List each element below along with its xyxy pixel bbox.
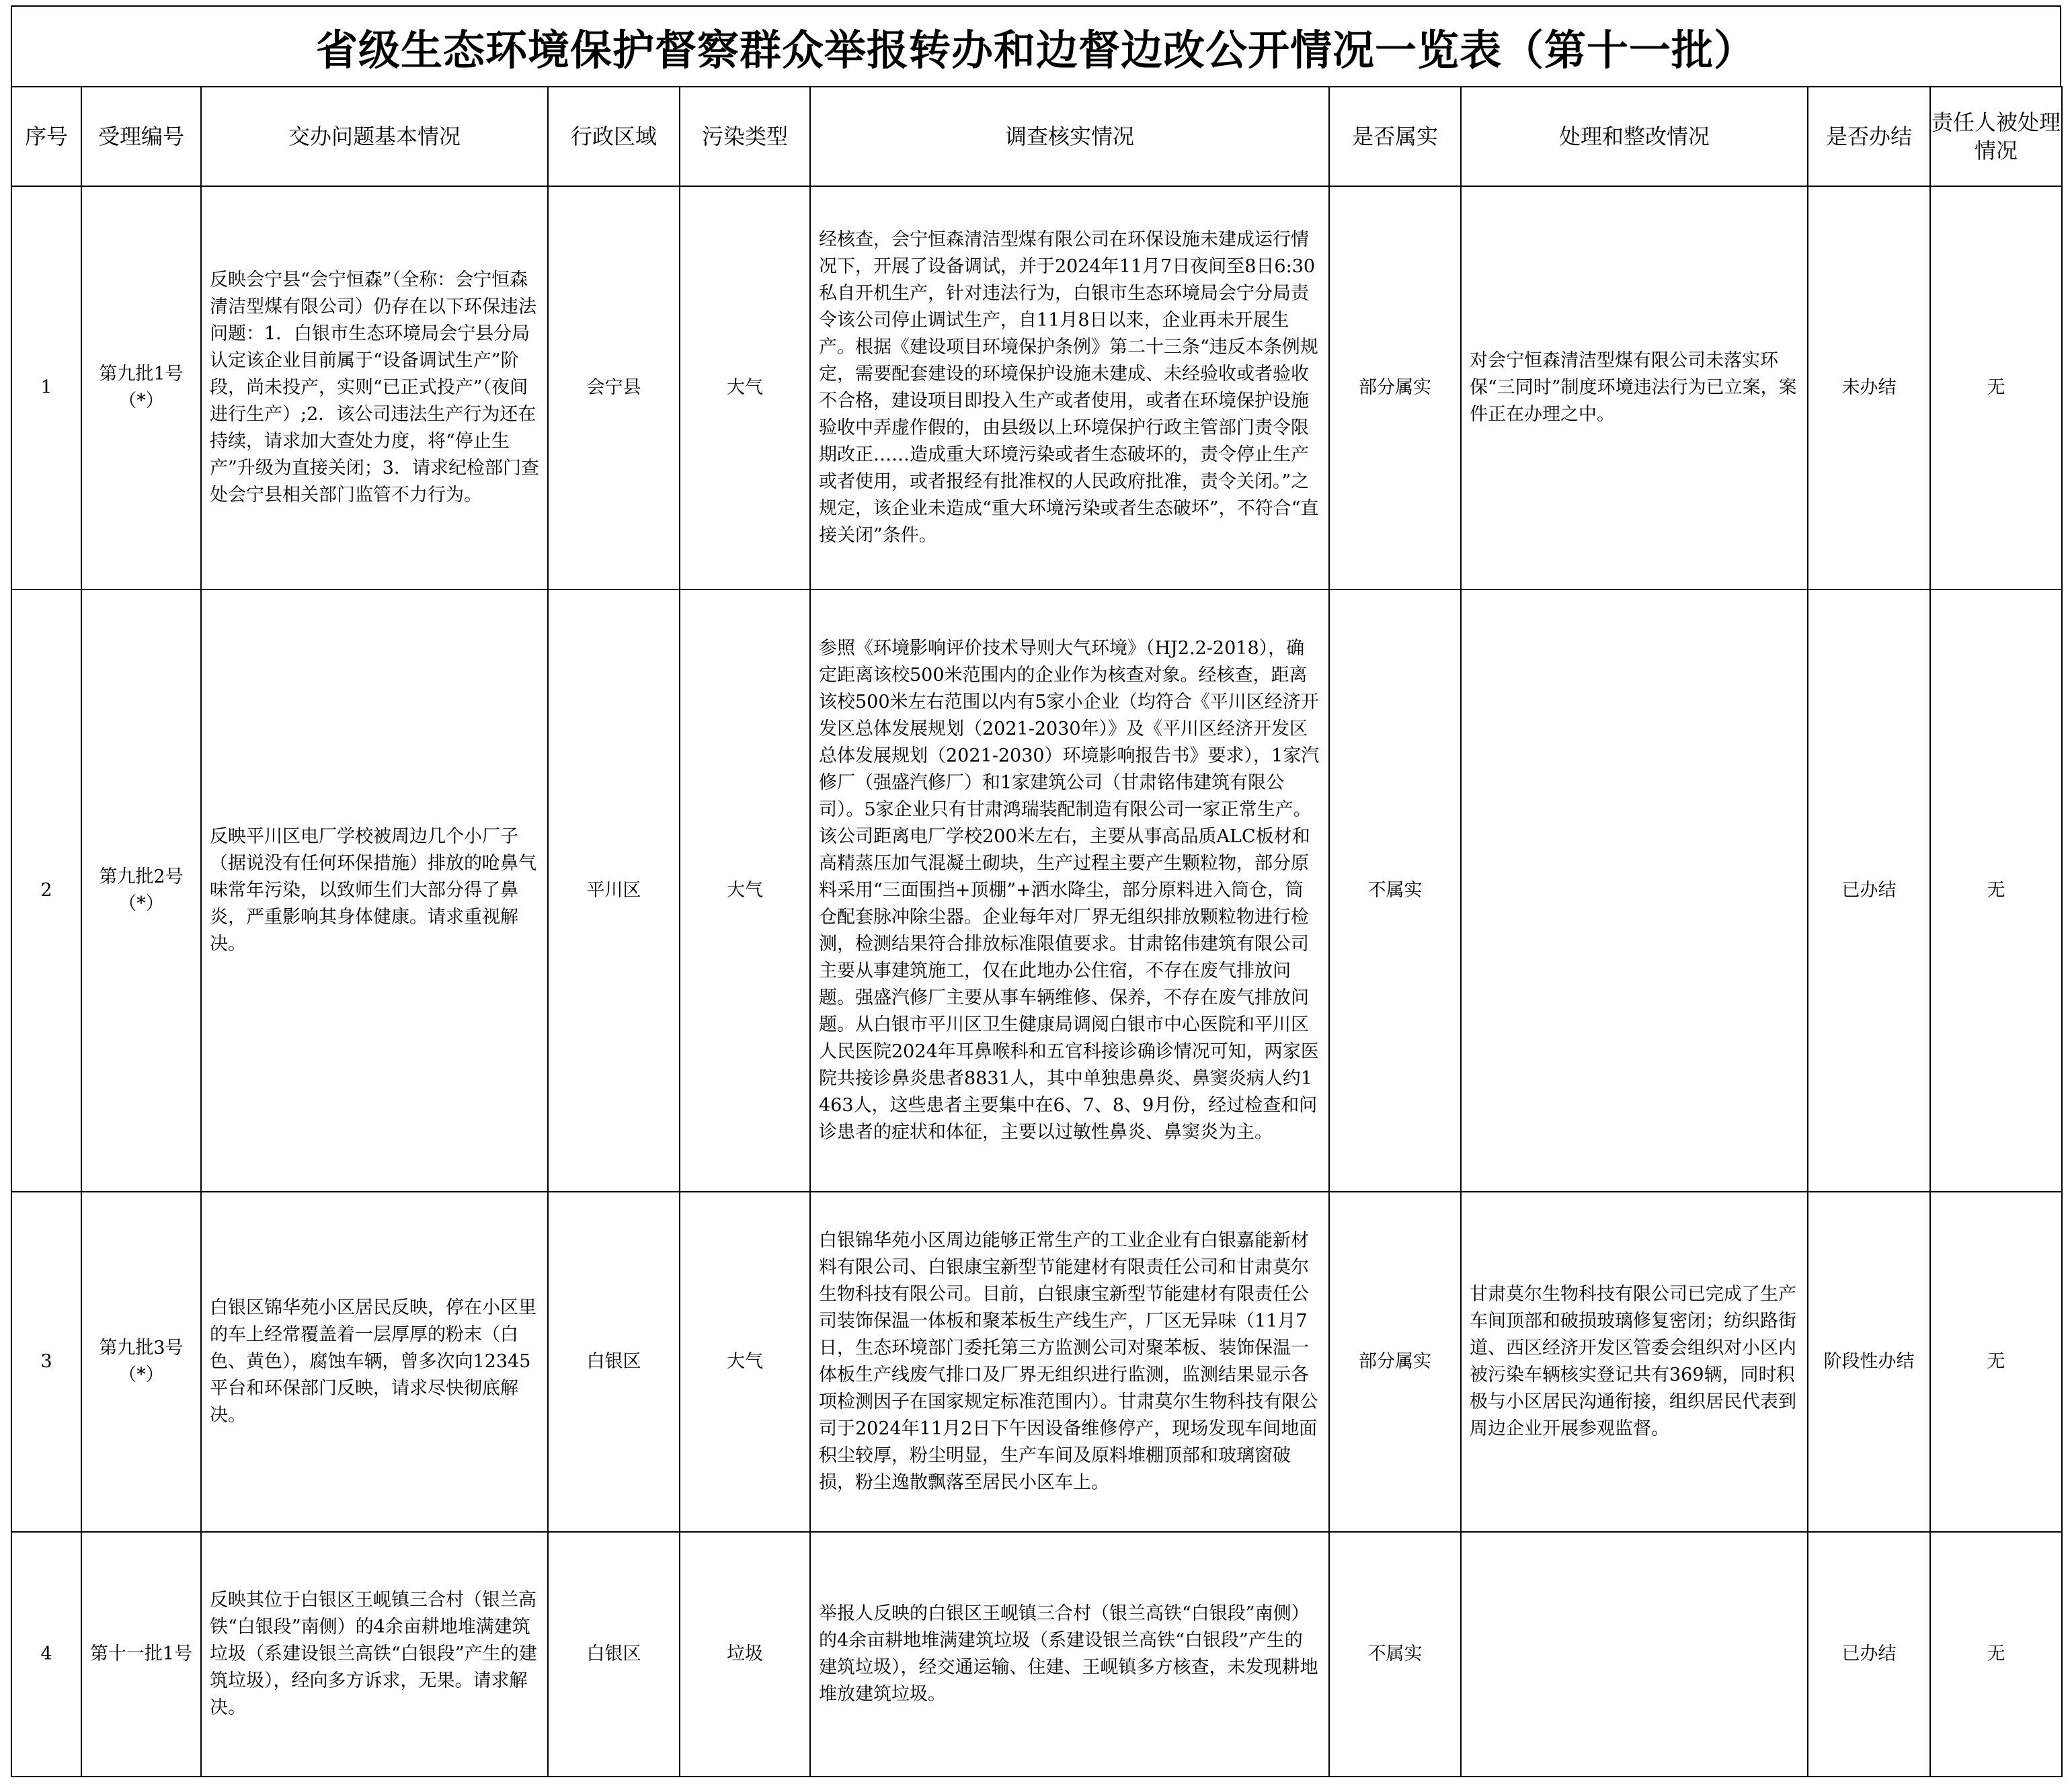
cell-investigation: 白银锦华苑小区周边能够正常生产的工业企业有白银嘉能新材料有限公司、白银康宝新型节能建材有限责任公司和甘肃莫尔生物科技有限公司。目前，白银康宝新型节能建材有限责任公司装饰保温一体板和聚苯板生产线生产，厂区无异味（11月7日，生态环境部门委托第三方监测公司对聚苯板、装饰保温一体板生产线废气排口及厂界无组织进行监测，监测结果显示各项检测因子在国家规定标准范围内）。甘肃莫尔生物科技有限公司于2024年11月2日下午因设备维修停产，现场发现车间地面积尘较厚，粉尘明显，生产车间及原料堆棚顶部和玻璃窗破损，粉尘逸散飘落至居民小区车上。	[810, 1192, 1329, 1532]
report-table	[11, 86, 2063, 1777]
cell-pollution: 垃圾	[680, 1532, 810, 1777]
cell-pollution: 大气	[680, 590, 810, 1192]
cell-handling: 甘肃莫尔生物科技有限公司已完成了生产车间顶部和破损玻璃修复密闭；纺织路街道、西区经济开发区管委会组织对小区内被污染车辆核实登记共有369辆，同时积极与小区居民沟通衔接，组织居民代表到周边企业开展参观监督。	[1461, 1192, 1808, 1532]
header-seq: 序号	[11, 87, 81, 186]
cell-issue: 反映会宁县“会宁恒森”（全称：会宁恒森清洁型煤有限公司）仍存在以下环保违法问题：1．白银市生态环境局会宁县分局认定该企业目前属于“设备调试生产”阶段，尚未投产，实则“已正式投产”（夜间进行生产）;2．该公司违法生产行为还在持续，请求加大查处力度，将“停止生产”升级为直接关闭；3．请求纪检部门查处会宁县相关部门监管不力行为。	[201, 186, 548, 590]
cell-case-no: 第九批2号（*）	[81, 590, 201, 1192]
table-row	[11, 186, 2062, 590]
cell-verified: 不属实	[1329, 590, 1461, 1192]
cell-case-no: 第十一批1号	[81, 1532, 201, 1777]
header-verified: 是否属实	[1329, 87, 1461, 186]
cell-investigation: 举报人反映的白银区王岘镇三合村（银兰高铁“白银段”南侧）的4余亩耕地堆满建筑垃圾（系建设银兰高铁“白银段”产生的建筑垃圾），经交通运输、住建、王岘镇多方核查，未发现耕地堆放建筑垃圾。	[810, 1532, 1329, 1777]
cell-accountability: 无	[1930, 1532, 2062, 1777]
table-header-row	[11, 87, 2062, 186]
cell-seq: 2	[11, 590, 81, 1192]
cell-handling	[1461, 1532, 1808, 1777]
cell-accountability: 无	[1930, 1192, 2062, 1532]
cell-accountability: 无	[1930, 590, 2062, 1192]
header-handling: 处理和整改情况	[1461, 87, 1808, 186]
header-investigation: 调查核实情况	[810, 87, 1329, 186]
cell-pollution: 大气	[680, 1192, 810, 1532]
cell-closed: 未办结	[1808, 186, 1930, 590]
table-row	[11, 1532, 2062, 1777]
header-closed: 是否办结	[1808, 87, 1930, 186]
cell-seq: 1	[11, 186, 81, 590]
cell-verified: 不属实	[1329, 1532, 1461, 1777]
cell-closed: 已办结	[1808, 590, 1930, 1192]
header-region: 行政区域	[548, 87, 680, 186]
cell-seq: 4	[11, 1532, 81, 1777]
cell-case-no: 第九批3号（*）	[81, 1192, 201, 1532]
cell-handling	[1461, 590, 1808, 1192]
cell-verified: 部分属实	[1329, 1192, 1461, 1532]
header-case-no: 受理编号	[81, 87, 201, 186]
cell-issue: 反映平川区电厂学校被周边几个小厂子（据说没有任何环保措施）排放的呛鼻气味常年污染，以致师生们大部分得了鼻炎，严重影响其身体健康。请求重视解决。	[201, 590, 548, 1192]
cell-issue: 白银区锦华苑小区居民反映，停在小区里的车上经常覆盖着一层厚厚的粉末（白色、黄色），腐蚀车辆，曾多次向12345平台和环保部门反映，请求尽快彻底解决。	[201, 1192, 548, 1532]
cell-seq: 3	[11, 1192, 81, 1532]
cell-region: 白银区	[548, 1532, 680, 1777]
header-pollution: 污染类型	[680, 87, 810, 186]
cell-investigation: 参照《环境影响评价技术导则大气环境》（HJ2.2-2018），确定距离该校500米范围内的企业作为核查对象。经核查，距离该校500米左右范围以内有5家小企业（均符合《平川区经济开发区总体发展规划（2021-2030年）》及《平川区经济开发区总体发展规划（2021-2030）环境影响报告书》要求），1家汽修厂（强盛汽修厂）和1家建筑公司（甘肃铭伟建筑有限公司）。5家企业只有甘肃鸿瑞装配制造有限公司一家正常生产。该公司距离电厂学校200米左右，主要从事高品质ALC板材和高精蒸压加气混凝土砌块，生产过程主要产生颗粒物，部分原料采用“三面围挡+顶棚”+洒水降尘，部分原料进入筒仓，筒仓配套脉冲除尘器。企业每年对厂界无组织排放颗粒物进行检测，检测结果符合排放标准限值要求。甘肃铭伟建筑有限公司主要从事建筑施工，仅在此地办公住宿，不存在废气排放问题。强盛汽修厂主要从事车辆维修、保养，不存在废气排放问题。从白银市平川区卫生健康局调阅白银市中心医院和平川区人民医院2024年耳鼻喉科和五官科接诊确诊情况可知，两家医院共接诊鼻炎患者8831人，其中单独患鼻炎、鼻窦炎病人约1463人，这些患者主要集中在6、7、8、9月份，经过检查和问诊患者的症状和体征，主要以过敏性鼻炎、鼻窦炎为主。	[810, 590, 1329, 1192]
cell-pollution: 大气	[680, 186, 810, 590]
cell-region: 白银区	[548, 1192, 680, 1532]
cell-region: 会宁县	[548, 186, 680, 590]
cell-accountability: 无	[1930, 186, 2062, 590]
cell-closed: 已办结	[1808, 1532, 1930, 1777]
cell-verified: 部分属实	[1329, 186, 1461, 590]
title-bar	[11, 5, 2061, 86]
table-row	[11, 1192, 2062, 1532]
page-title: 省级生态环境保护督察群众举报转办和边督边改公开情况一览表（第十一批）	[315, 25, 1756, 75]
cell-region: 平川区	[548, 590, 680, 1192]
header-issue: 交办问题基本情况	[201, 87, 548, 186]
cell-closed: 阶段性办结	[1808, 1192, 1930, 1532]
cell-handling: 对会宁恒森清洁型煤有限公司未落实环保“三同时”制度环境违法行为已立案，案件正在办理之中。	[1461, 186, 1808, 590]
table-row	[11, 590, 2062, 1192]
header-accountability: 责任人被处理情况	[1930, 87, 2062, 186]
report-sheet	[11, 5, 2061, 1777]
cell-investigation: 经核查，会宁恒森清洁型煤有限公司在环保设施未建成运行情况下，开展了设备调试，并于2024年11月7日夜间至8日6:30私自开机生产，针对违法行为，白银市生态环境局会宁分局责令该公司停止调试生产，自11月8日以来，企业再未开展生产。根据《建设项目环境保护条例》第二十三条“违反本条例规定，需要配套建设的环境保护设施未建成、未经验收或者验收不合格，建设项目即投入生产或者使用，或者在环境保护设施验收中弄虚作假的，由县级以上环境保护行政主管部门责令限期改正……造成重大环境污染或者生态破坏的，责令停止生产或者使用，或者报经有批准权的人民政府批准，责令关闭。”之规定，该企业未造成“重大环境污染或者生态破坏”，不符合“直接关闭”条件。	[810, 186, 1329, 590]
cell-issue: 反映其位于白银区王岘镇三合村（银兰高铁“白银段”南侧）的4余亩耕地堆满建筑垃圾（系建设银兰高铁“白银段”产生的建筑垃圾），经向多方诉求，无果。请求解决。	[201, 1532, 548, 1777]
cell-case-no: 第九批1号（*）	[81, 186, 201, 590]
